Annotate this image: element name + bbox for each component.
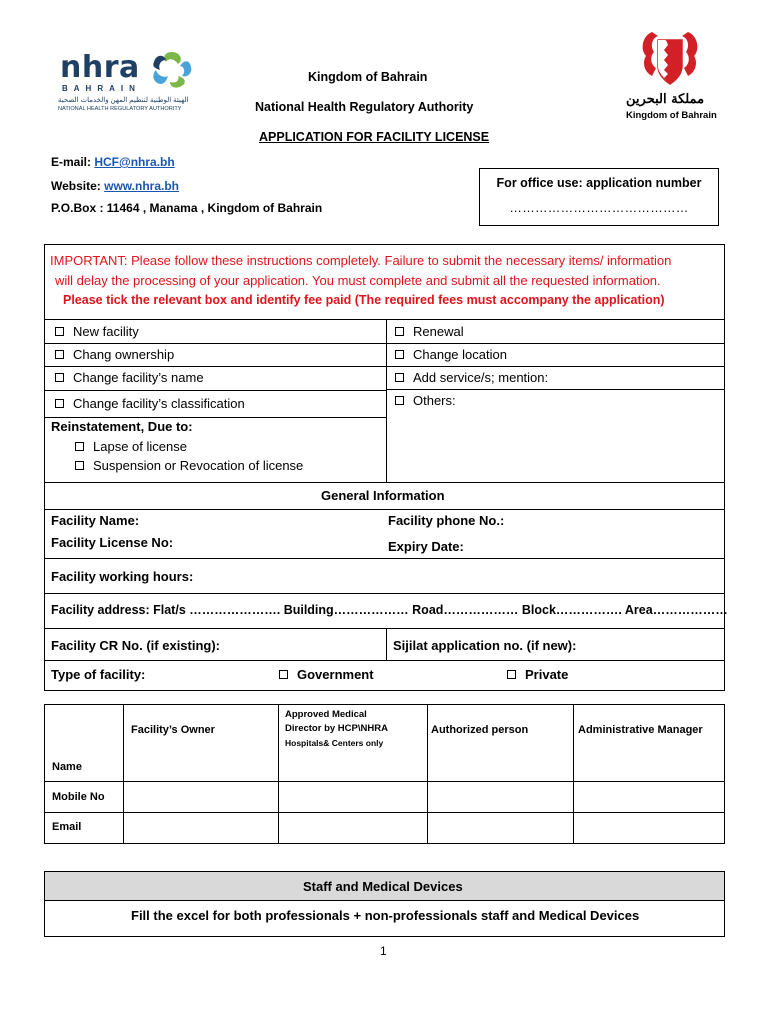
important-line-2: will delay the processing of your application. You must complete and submit all the requested information. (55, 273, 661, 288)
bahrain-crest-icon (638, 26, 702, 90)
office-use-box (479, 168, 719, 226)
option-label: Change location (413, 347, 507, 362)
staff-devices-box (44, 871, 725, 937)
header-director-line-3: Hospitals& Centers only (285, 738, 384, 748)
license-no-field[interactable]: Facility License No: (51, 535, 174, 550)
working-hours-field[interactable]: Facility working hours: (51, 569, 194, 584)
website-link[interactable]: www.nhra.bh (104, 179, 180, 193)
option-label: Chang ownership (73, 347, 175, 362)
checkbox[interactable] (395, 350, 404, 359)
checkbox[interactable] (55, 373, 64, 382)
row-label-mobile: Mobile No (52, 791, 105, 803)
checkbox[interactable] (395, 327, 404, 336)
checkbox[interactable] (75, 442, 84, 451)
cr-no-field[interactable]: Facility CR No. (if existing): (51, 638, 221, 653)
contact-po-box: P.O.Box : 11464 , Manama , Kingdom of Bahrain (51, 201, 323, 215)
option-change-name[interactable] (55, 370, 204, 385)
application-number-field[interactable]: …………………………………… (509, 201, 689, 215)
header-authorized: Authorized person (431, 724, 529, 736)
option-label: Private (525, 667, 569, 682)
option-new-facility[interactable] (55, 324, 139, 339)
checkbox[interactable] (395, 373, 404, 382)
general-info-heading: General Information (321, 488, 445, 503)
nhra-logo-sub: BAHRAIN (62, 84, 141, 93)
header-owner: Facility’s Owner (131, 724, 215, 736)
checkbox[interactable] (55, 327, 64, 336)
staff-instructions: Fill the excel for both professionals + non-professionals staff and Medical Devices (131, 908, 640, 923)
option-label: Suspension or Revocation of license (93, 458, 304, 473)
nhra-logo-word: nhra (60, 50, 140, 85)
option-others[interactable] (395, 393, 456, 408)
option-label: Government (297, 667, 374, 682)
option-private[interactable] (507, 667, 568, 682)
important-line-1: IMPORTANT: Please follow these instructions completely. Failure to submit the necessary items/ information (50, 253, 672, 268)
checkbox[interactable] (395, 396, 404, 405)
option-government[interactable] (279, 667, 374, 682)
option-label: Change facility’s name (73, 370, 204, 385)
option-renewal[interactable] (395, 324, 464, 339)
option-label: Change facility’s classification (73, 396, 245, 411)
expiry-date-field[interactable]: Expiry Date: (388, 539, 464, 554)
bahrain-logo-english: Kingdom of Bahrain (626, 110, 717, 121)
nhra-emblem-icon (146, 48, 198, 92)
row-label-email: Email (52, 821, 82, 833)
contact-website (51, 179, 179, 193)
option-add-service[interactable] (395, 370, 548, 385)
row-label-name: Name (52, 761, 82, 773)
header-director-line-2: Director by HCP\NHRA (285, 723, 388, 734)
option-label: Others: (413, 393, 456, 408)
sijilat-field[interactable]: Sijilat application no. (if new): (393, 638, 577, 653)
type-of-facility-label: Type of facility: (51, 667, 146, 682)
page-title: APPLICATION FOR FACILITY LICENSE (259, 130, 490, 144)
contact-email (51, 155, 175, 169)
option-suspension[interactable] (75, 458, 303, 473)
bahrain-logo (620, 26, 720, 126)
option-change-location[interactable] (395, 347, 507, 362)
bahrain-logo-arabic: مملكة البحرين (626, 92, 705, 107)
checkbox[interactable] (507, 670, 516, 679)
facility-phone-field[interactable]: Facility phone No.: (388, 513, 505, 528)
option-lapse[interactable] (75, 439, 187, 454)
email-link[interactable]: HCF@nhra.bh (94, 155, 175, 169)
header-director-line-1: Approved Medical (285, 709, 367, 720)
option-label: Add service/s; mention: (413, 370, 549, 385)
website-label: Website: (51, 179, 105, 193)
address-field[interactable]: Facility address: Flat/s …………………. Building……………… Road……………… Block……………. Area……………… (51, 603, 728, 617)
checkbox[interactable] (279, 670, 288, 679)
email-label: E-mail: (51, 155, 95, 169)
option-label: New facility (73, 324, 139, 339)
option-change-ownership[interactable] (55, 347, 174, 362)
reinstatement-label: Reinstatement, Due to: (51, 419, 193, 434)
header-admin: Administrative Manager (578, 724, 703, 736)
important-line-3: Please tick the relevant box and identify fee paid (The required fees must accompany the application) (63, 293, 665, 307)
application-form (44, 244, 728, 691)
staff-heading: Staff and Medical Devices (303, 879, 463, 894)
page-number: 1 (380, 944, 387, 958)
header-kingdom: Kingdom of Bahrain (308, 70, 428, 84)
office-use-label: For office use: application number (496, 176, 702, 190)
checkbox[interactable] (55, 399, 64, 408)
option-label: Lapse of license (93, 439, 187, 454)
nhra-logo-arabic: الهيئة الوطنية لتنظيم المهن والخدمات الصحية (58, 97, 189, 104)
checkbox[interactable] (55, 350, 64, 359)
option-change-classification[interactable] (55, 396, 245, 411)
nhra-logo-english: NATIONAL HEALTH REGULATORY AUTHORITY (58, 106, 182, 112)
option-label: Renewal (413, 324, 464, 339)
checkbox[interactable] (75, 461, 84, 470)
persons-table (44, 704, 725, 844)
header-authority: National Health Regulatory Authority (255, 100, 474, 114)
facility-name-field[interactable]: Facility Name: (51, 513, 140, 528)
nhra-logo (58, 50, 208, 120)
